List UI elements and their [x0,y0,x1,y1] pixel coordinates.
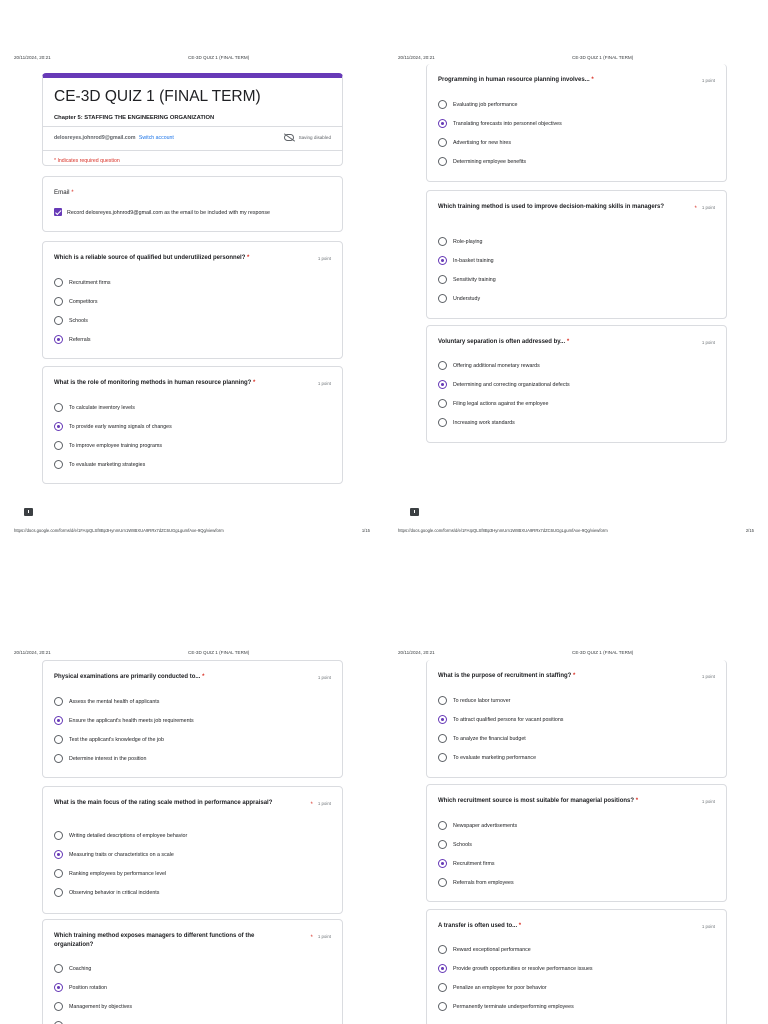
radio-button[interactable] [54,735,63,744]
radio-button[interactable] [438,275,447,284]
radio-button-selected[interactable] [54,850,63,859]
page-footer [14,528,370,536]
page-header-date: 20/11/2024, 20:21 [14,650,51,655]
radio-button[interactable] [54,754,63,763]
radio-button[interactable] [54,888,63,897]
question-text: Which recruitment source is most suitable for managerial positions? * [438,798,639,804]
page-header-title: CE-3D QUIZ 1 (FINAL TERM) [188,650,250,655]
email-card [42,176,343,232]
radio-button[interactable] [438,878,447,887]
radio-button[interactable] [54,869,63,878]
radio-button[interactable] [54,278,63,287]
radio-button[interactable] [438,100,447,109]
radio-button[interactable] [438,753,447,762]
radio-button[interactable] [438,1002,447,1011]
radio-button-selected[interactable] [438,715,447,724]
page-header-title: CE-3D QUIZ 1 (FINAL TERM) [572,55,634,60]
radio-button[interactable] [54,697,63,706]
question-card: A transfer is often used to... * 1 point Reward exceptional performance Provide growth opportunities or resolve performance issues Penalize an employee for poor behavior Permanently terminate underperforming employees [426,909,727,1024]
page-header-date: 20/11/2024, 20:21 [398,650,435,655]
question-card: Programming in human resource planning involves... * 1 point Evaluating job performance Translating forecasts into personnel objectives Advertising for new hires Determining employee benefits [426,64,727,182]
radio-button[interactable] [438,361,447,370]
record-email-checkbox[interactable] [54,208,62,216]
radio-button[interactable] [438,294,447,303]
question-card: What is the purpose of recruitment in staffing? * 1 point To reduce labor turnover To attract qualified persons for vacant positions To analyze the financial budget To evaluate marketing performance [426,660,727,778]
radio-button-selected[interactable] [438,859,447,868]
page-number: 2/15 [745,528,754,533]
email-label: Email * [54,189,74,196]
account-line [54,135,174,141]
page-header-title: CE-3D QUIZ 1 (FINAL TERM) [188,55,250,60]
radio-button[interactable] [54,1002,63,1011]
point-value: * 1 point [310,801,331,808]
pdf-page-3 [0,597,384,1024]
point-value: 1 point [701,340,715,345]
page-number: 1/15 [361,528,370,533]
radio-button-selected[interactable] [54,983,63,992]
radio-button[interactable] [438,945,447,954]
account-email: delosreyes.johnrod9@gmail.com [54,135,136,141]
point-value: * 1 point [310,934,331,941]
pdf-page-4 [384,597,768,1024]
page-header [398,650,754,660]
question-text: Programming in human resource planning involves... * [438,77,594,83]
form-title: CE-3D QUIZ 1 (FINAL TERM) [54,88,261,105]
point-value: * 1 point [694,205,715,212]
question-card: Voluntary separation is often addressed by... * 1 point Offering additional monetary rewards Determining and correcting organizational defects Filing legal actions against the employee Increasing work standards [426,325,727,443]
radio-button[interactable] [54,297,63,306]
point-value: 1 point [317,256,331,261]
radio-button-selected[interactable] [54,422,63,431]
page-header-title: CE-3D QUIZ 1 (FINAL TERM) [572,650,634,655]
question-text: Voluntary separation is often addressed by... * [438,339,570,345]
pdf-page-1 [0,0,384,533]
radio-button[interactable] [438,138,447,147]
radio-button-selected[interactable] [438,964,447,973]
pdf-page-2 [384,0,768,533]
radio-button[interactable] [438,237,447,246]
radio-button-selected[interactable] [54,335,63,344]
page-footer-url: https://docs.google.com/forms/d/e/1FAIpQLSf8Bp3HynmUrn1W8BXUA9RRx7dZC6UGgLgumfAxe-9Qg/viewform [14,528,224,533]
point-value: 1 point [317,675,331,680]
question-card: What is the main focus of the rating scale method in performance appraisal? * 1 point Writing detailed descriptions of employee behavior Measuring traits or characteristics on a scale Ranking employees by performance level Observing behavior in critical incidents [42,786,343,914]
radio-button[interactable] [438,157,447,166]
radio-button[interactable] [54,831,63,840]
point-value: 1 point [701,674,715,679]
page-footer [398,528,754,536]
page-footer-url: https://docs.google.com/forms/d/e/1FAIpQLSf8Bp3HynmUrn1W8BXUA9RRx7dZC6UGgLgumfAxe-9Qg/viewform [398,528,608,533]
divider [43,150,342,151]
radio-button[interactable] [438,821,447,830]
radio-button-selected[interactable] [438,256,447,265]
feedback-icon[interactable] [410,508,419,516]
feedback-icon[interactable] [24,508,33,516]
point-value: 1 point [701,78,715,83]
radio-button[interactable] [54,403,63,412]
radio-button[interactable] [438,399,447,408]
required-note: * Indicates required question [54,158,120,164]
point-value: 1 point [701,924,715,929]
radio-button[interactable] [438,696,447,705]
question-card: Which is a reliable source of qualified but underutilized personnel? * 1 point Recruitment firms Competitors Schools Referrals [42,241,343,359]
question-text: A transfer is often used to... * [438,923,522,929]
radio-button[interactable] [438,734,447,743]
question-text: Physical examinations are primarily conducted to... * [54,674,205,680]
question-text: What is the role of monitoring methods in human resource planning? * [54,380,256,386]
record-email-text: Record delosreyes.johnrod9@gmail.com as the email to be included with my response [67,210,270,216]
radio-button[interactable] [438,840,447,849]
cloud-off-icon [284,134,294,141]
form-header-card [42,73,343,166]
page-header-date: 20/11/2024, 20:21 [14,55,51,60]
form-subtitle: Chapter 5: STAFFING THE ENGINEERING ORGANIZATION [54,115,215,121]
radio-button[interactable] [54,460,63,469]
point-value: 1 point [317,381,331,386]
question-text: What is the purpose of recruitment in staffing? * [438,673,576,679]
question-card: Which recruitment source is most suitable for managerial positions? * 1 point Newspaper advertisements Schools Recruitment firms Referrals from employees [426,784,727,902]
question-text: Which training method is used to improve decision-making skills in managers? [438,204,665,210]
question-card: Which training method exposes managers to different functions of the organization? * 1 point Coaching Position rotation Management by objectives [42,919,343,1024]
radio-button[interactable] [54,441,63,450]
page-header [14,55,370,65]
question-text: What is the main focus of the rating scale method in performance appraisal? [54,800,273,806]
question-text: Which training method exposes managers to different functions of the organization? [54,933,255,948]
radio-button-selected[interactable] [438,380,447,389]
radio-button[interactable] [438,983,447,992]
page-header-date: 20/11/2024, 20:21 [398,55,435,60]
saving-status: Saving disabled [298,135,331,140]
switch-account-link[interactable]: Switch account [138,135,174,141]
question-card: Physical examinations are primarily conducted to... * 1 point Assess the mental health of applicants Ensure the applicant's health meets job requirements Test the applicant's knowledge of the job Determine interest in the position [42,660,343,778]
divider [43,126,342,127]
page-header [14,650,370,660]
radio-button-selected[interactable] [438,119,447,128]
question-card: Which training method is used to improve decision-making skills in managers? * 1 point Role-playing In-basket training Sensitivity training Understudy [426,190,727,319]
radio-button[interactable] [54,316,63,325]
radio-button[interactable] [54,964,63,973]
question-card: What is the role of monitoring methods in human resource planning? * 1 point To calculate inventory levels To provide early warning signals of changes To improve employee training programs To evaluate marketing strategies [42,366,343,484]
radio-button[interactable] [438,418,447,427]
radio-button-selected[interactable] [54,716,63,725]
point-value: 1 point [701,799,715,804]
question-text: Which is a reliable source of qualified but underutilized personnel? * [54,255,250,261]
